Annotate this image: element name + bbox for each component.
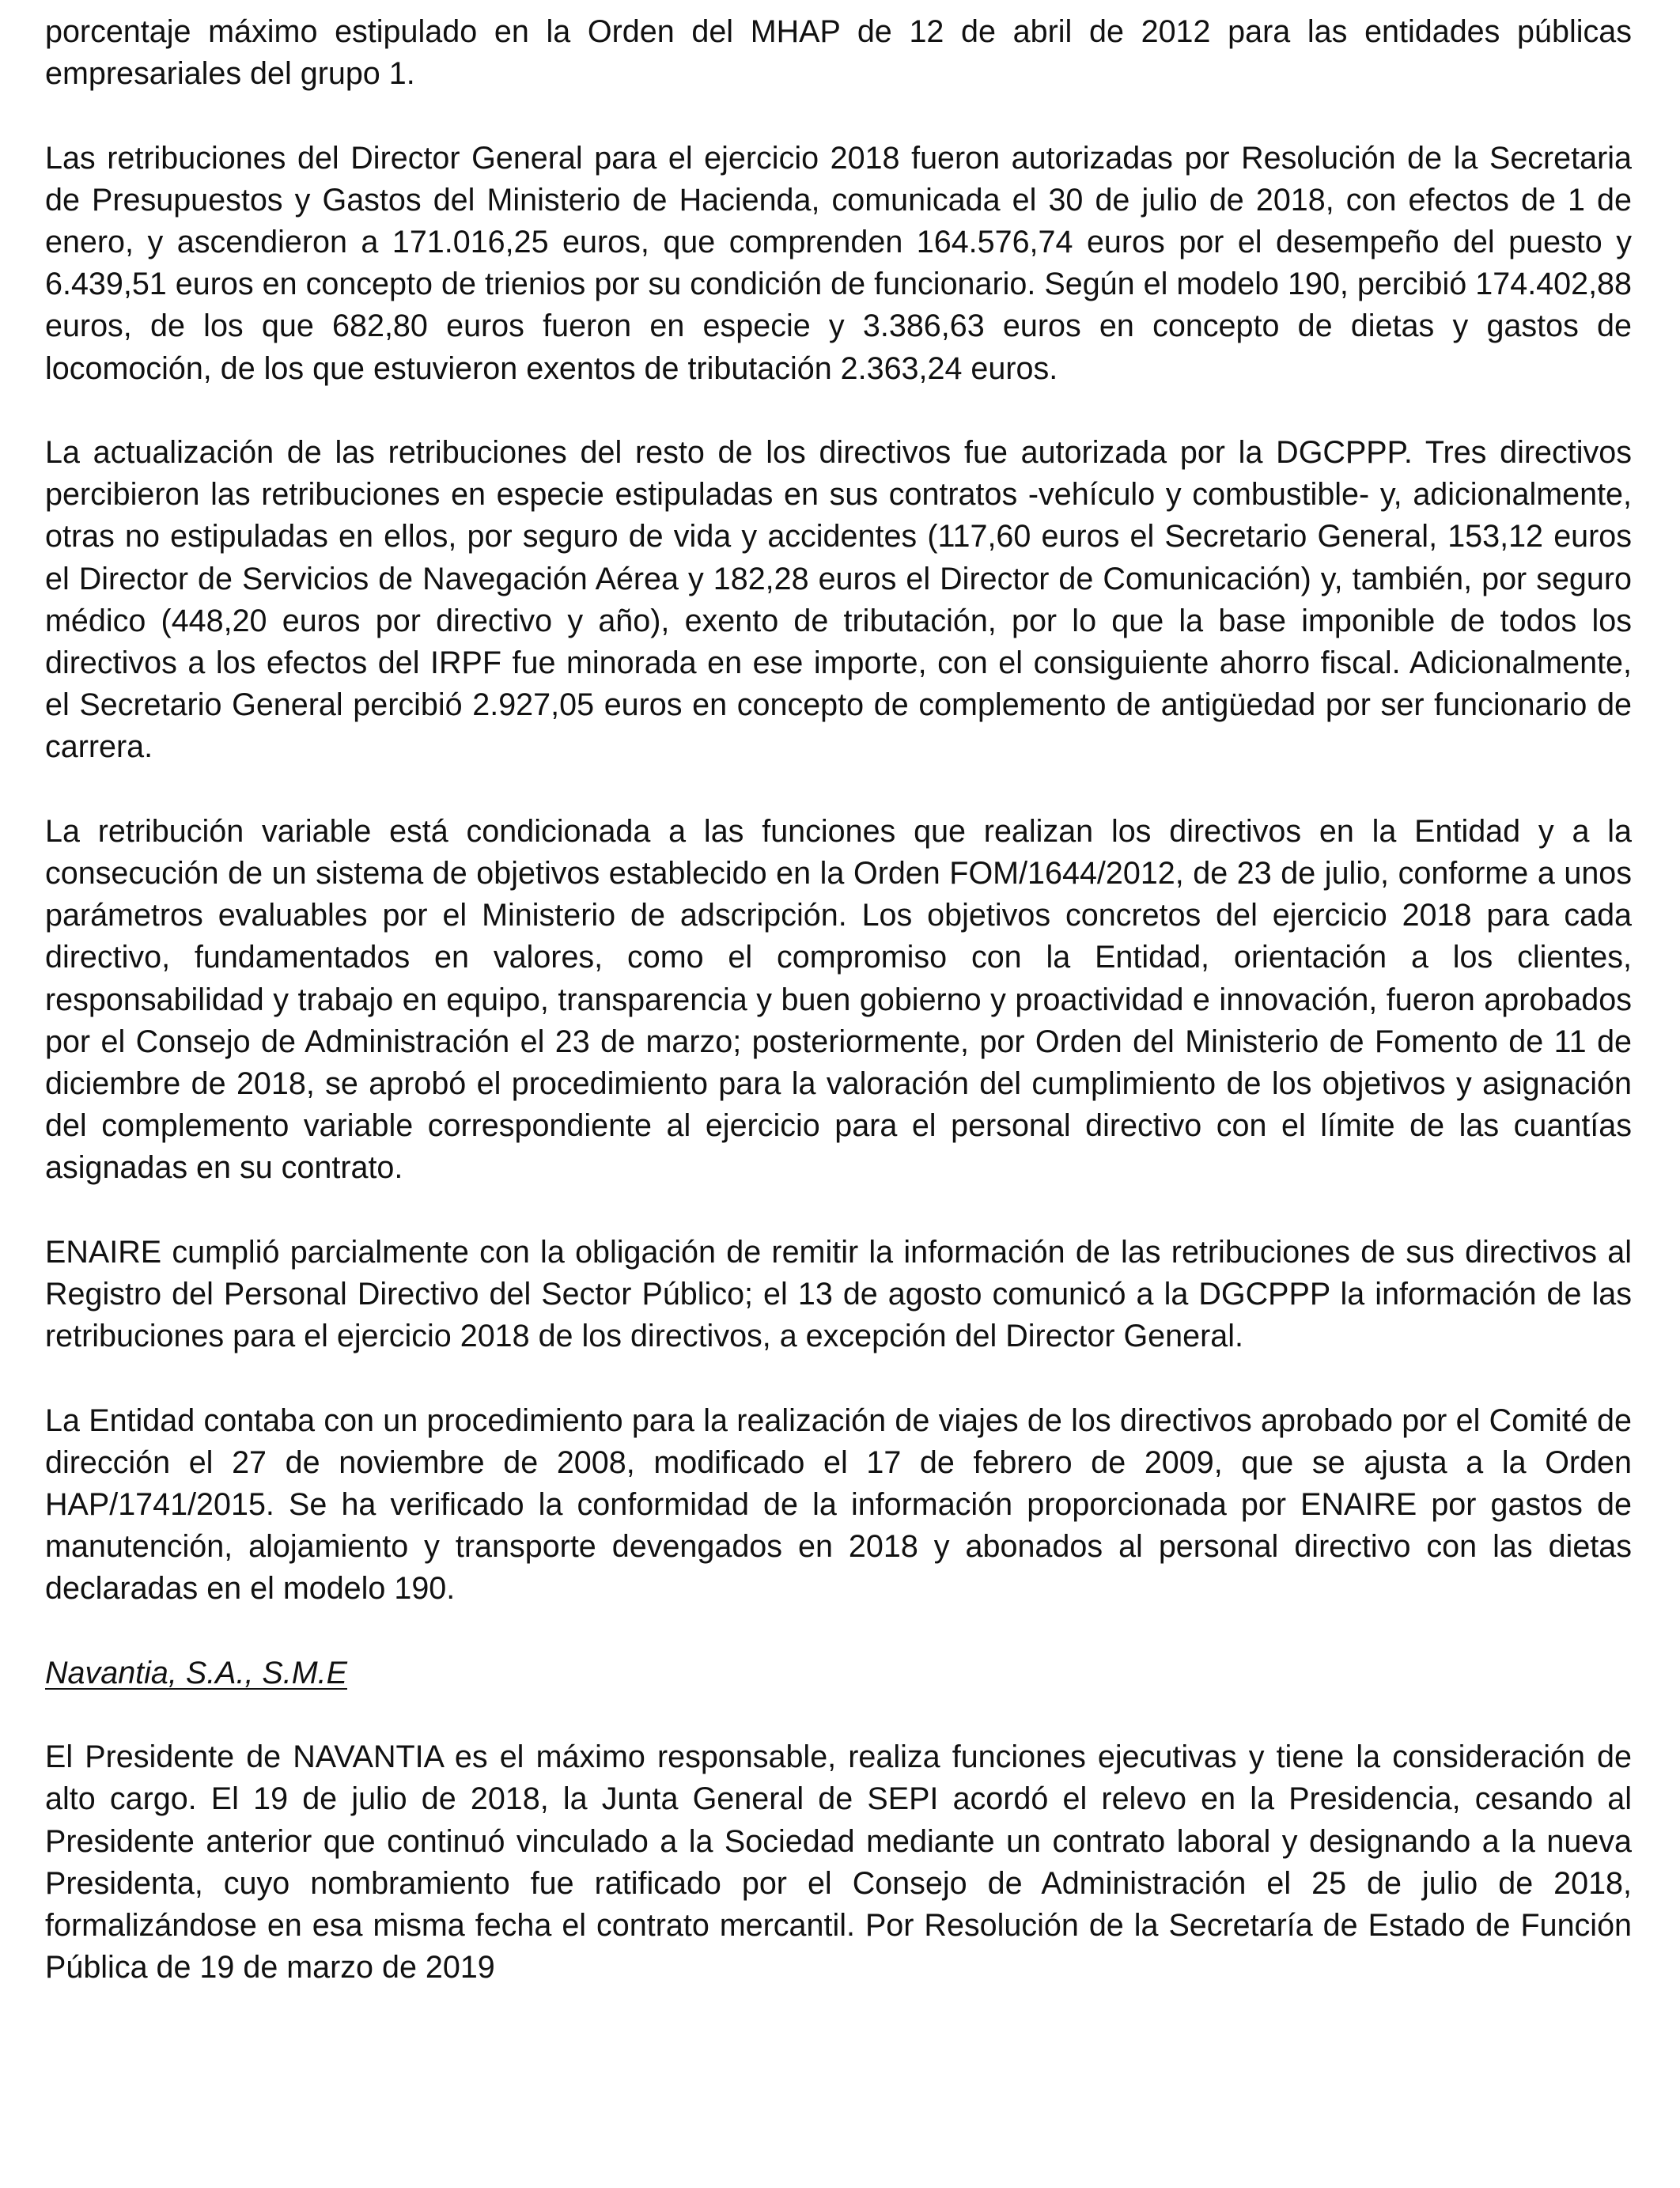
paragraph-resto-directivos: La actualización de las retribuciones del resto de los directivos fue autorizada por la DGCPPP. Tres directivos percibieron las retribuciones en especie estipuladas en sus contratos -vehículo y combustible- y, adicionalmente, otras no estipuladas en ellos, por seguro de vida y accidentes (117,60 euros el Secretario General, 153,12 euros el Director de Servicios de Navegación Aérea y 182,28 euros el Director de Comunicación) y, también, por seguro médico (448,20 euros por directivo y año), exento de tributación, por lo que la base imponible de todos los directivos a los efectos del IRPF fue minorada en ese importe, con el consiguiente ahorro fiscal. Adicionalmente, el Secretario General percibió 2.927,05 euros en concepto de complemento de antigüedad por ser funcionario de carrera.: [45, 435, 1632, 765]
paragraph-registro-personal-directivo: ENAIRE cumplió parcialmente con la obligación de remitir la información de las retribuciones de sus directivos al Registro del Personal Directivo del Sector Público; el 13 de agosto comunicó a la DGCPPP la información de las retribuciones para el ejercicio 2018 de los directivos, a excepción del Director General.: [45, 1234, 1632, 1354]
paragraph-navantia-presidente: El Presidente de NAVANTIA es el máximo responsable, realiza funciones ejecutivas y tiene la consideración de alto cargo. El 19 de julio de 2018, la Junta General de SEPI acordó el relevo en la Presidencia, cesando al Presidente anterior que continuó vinculado a la Sociedad mediante un contrato laboral y designando a la nueva Presidenta, cuyo nombramiento fue ratificado por el Consejo de Administración el 25 de julio de 2018, formalizándose en esa misma fecha el contrato mercantil. Por Resolución de la Secretaría de Estado de Función Pública de 19 de marzo de 2019: [45, 1739, 1632, 1985]
paragraph-grupo-1-continuation: porcentaje máximo estipulado en la Orden del MHAP de 12 de abril de 2012 para las entidades públicas empresariales del grupo 1.: [45, 14, 1632, 92]
paragraph-procedimiento-viajes: La Entidad contaba con un procedimiento para la realización de viajes de los directivos aprobado por el Comité de dirección el 27 de noviembre de 2008, modificado el 17 de febrero de 2009, que se ajusta a la Orden HAP/1741/2015. Se ha verificado la conformidad de la información proporcionada por ENAIRE por gastos de manutención, alojamiento y transporte devengados en 2018 y abonados al personal directivo con las dietas declaradas en el modelo 190.: [45, 1403, 1632, 1607]
document-page: [45, 11, 1632, 2031]
paragraph-retribucion-variable: La retribución variable está condicionada a las funciones que realizan los directivos en la Entidad y a la consecución de un sistema de objetivos establecido en la Orden FOM/1644/2012, de 23 de julio, conforme a unos parámetros evaluables por el Ministerio de adscripción. Los objetivos concretos del ejercicio 2018 para cada directivo, fundamentados en valores, como el compromiso con la Entidad, orientación a los clientes, responsabilidad y trabajo en equipo, transparencia y buen gobierno y proactividad e innovación, fueron aprobados por el Consejo de Administración el 23 de marzo; posteriormente, por Orden del Ministerio de Fomento de 11 de diciembre de 2018, se aprobó el procedimiento para la valoración del cumplimiento de los objetivos y asignación del complemento variable correspondiente al ejercicio para el personal directivo con el límite de las cuantías asignadas en su contrato.: [45, 813, 1632, 1186]
section-heading-navantia: Navantia, S.A., S.M.E: [45, 1655, 347, 1690]
paragraph-director-general-retribuciones: Las retribuciones del Director General para el ejercicio 2018 fueron autorizadas por Resolución de la Secretaria de Presupuestos y Gastos del Ministerio de Hacienda, comunicada el 30 de julio de 2018, con efectos de 1 de enero, y ascendieron a 171.016,25 euros, que comprenden 164.576,74 euros por el desempeño del puesto y 6.439,51 euros en concepto de trienios por su condición de funcionario. Según el modelo 190, percibió 174.402,88 euros, de los que 682,80 euros fueron en especie y 3.386,63 euros en concepto de dietas y gastos de locomoción, de los que estuvieron exentos de tributación 2.363,24 euros.: [45, 140, 1632, 386]
